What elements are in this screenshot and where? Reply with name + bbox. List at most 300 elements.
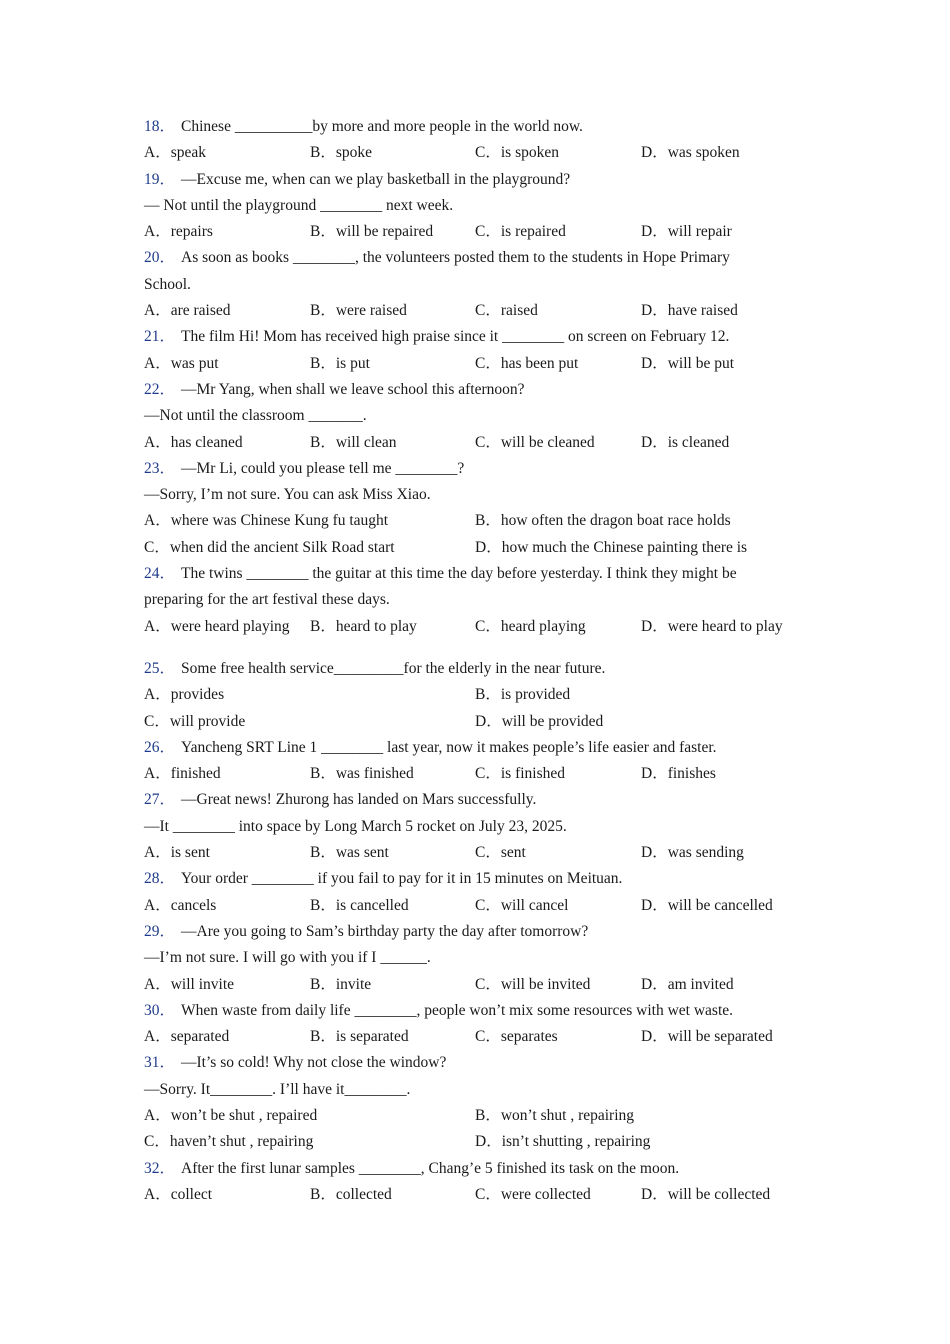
option-letter: B [310, 223, 321, 241]
option-b[interactable] [310, 761, 414, 787]
number-separator: ． [159, 328, 176, 346]
option-letter: C [475, 302, 486, 320]
option-dot: ． [485, 844, 501, 862]
question-text: —I’m not sure. I will go with you if I ______. [144, 949, 431, 967]
option-letter: A [144, 433, 156, 451]
option-dot: ． [485, 302, 501, 320]
option-a[interactable] [144, 840, 210, 866]
option-a[interactable] [144, 614, 290, 640]
question-text: —Mr Li, could you please tell me ________? [181, 459, 465, 477]
question-number: 28 [144, 870, 160, 888]
option-a[interactable] [144, 1024, 229, 1050]
question-text: —It ________ into space by Long March 5 rocket on July 23, 2025. [144, 817, 567, 835]
question-text: —Great news! Zhurong has landed on Mars successfully. [181, 791, 537, 809]
option-letter: A [144, 896, 156, 914]
options-row [144, 893, 824, 919]
option-letter: C [475, 765, 486, 783]
option-dot: ． [652, 1185, 668, 1203]
question-text: —Sorry, I’m not sure. You can ask Miss Xiao. [144, 486, 431, 504]
option-letter: A [144, 354, 156, 372]
option-b[interactable] [310, 972, 371, 998]
question-stem-line [144, 403, 824, 429]
option-text: separates [500, 1028, 558, 1046]
option-text: were heard playing [170, 617, 290, 635]
question-text: As soon as books ________, the volunteers posted them to the students in Hope Primary [181, 249, 730, 267]
question-stem-line [144, 245, 824, 271]
option-letter: D [641, 975, 653, 993]
question-stem-line [144, 998, 824, 1024]
option-dot: ． [485, 354, 501, 372]
option-text: will repair [667, 223, 732, 241]
option-letter: D [641, 144, 653, 162]
option-text: when did the ancient Silk Road start [169, 538, 395, 556]
option-b[interactable] [475, 682, 570, 708]
option-text: will cancel [500, 896, 569, 914]
question-stem-line [144, 735, 824, 761]
option-text: provides [170, 686, 225, 704]
option-b[interactable] [310, 1182, 392, 1208]
option-c[interactable] [144, 1129, 313, 1155]
option-letter: A [144, 617, 156, 635]
number-separator: ． [159, 1054, 176, 1072]
option-letter: A [144, 975, 156, 993]
option-c[interactable] [475, 430, 595, 456]
question-text: After the first lunar samples ________, Chang’e 5 finished its task on the moon. [181, 1159, 680, 1177]
number-separator: ． [159, 659, 176, 677]
option-c[interactable] [475, 972, 590, 998]
question-text: —Mr Yang, when shall we leave school this afternoon? [181, 380, 525, 398]
option-c[interactable] [475, 351, 578, 377]
question-text: Some free health service_________for the elderly in the near future. [181, 659, 606, 677]
option-dot: ． [652, 223, 668, 241]
question-32 [144, 1156, 824, 1209]
option-dot: ． [155, 512, 171, 530]
number-separator: ． [159, 118, 176, 135]
option-dot: ． [320, 765, 336, 783]
option-dot: ． [155, 844, 171, 862]
option-text: was sent [335, 844, 389, 862]
option-a[interactable] [144, 219, 213, 245]
option-letter: C [475, 433, 486, 451]
option-letter: A [144, 765, 156, 783]
option-d[interactable] [641, 614, 783, 640]
option-text: won’t be shut , repaired [170, 1106, 318, 1124]
question-stem-line [144, 919, 824, 945]
option-letter: D [641, 1185, 653, 1203]
option-d[interactable] [475, 1129, 650, 1155]
option-a[interactable] [144, 430, 243, 456]
question-30 [144, 998, 824, 1051]
option-letter: D [641, 844, 653, 862]
option-text: how much the Chinese painting there is [501, 538, 748, 556]
option-dot: ． [485, 686, 501, 704]
option-b[interactable] [475, 508, 731, 534]
option-letter: B [310, 844, 321, 862]
option-text: will be repaired [335, 223, 434, 241]
option-letter: D [475, 712, 487, 730]
question-stem-line [144, 114, 824, 140]
option-letter: A [144, 1028, 156, 1046]
option-letter: B [310, 433, 321, 451]
option-b[interactable] [310, 893, 409, 919]
option-text: finishes [667, 765, 716, 783]
option-c[interactable] [475, 840, 526, 866]
option-text: heard to play [335, 617, 417, 635]
option-letter: A [144, 844, 156, 862]
option-dot: ． [652, 433, 668, 451]
option-letter: C [144, 1133, 155, 1151]
question-stem-line [144, 787, 824, 813]
option-letter: C [475, 1185, 486, 1203]
option-c[interactable] [475, 140, 559, 166]
option-dot: ． [155, 144, 171, 162]
option-letter: B [310, 617, 321, 635]
question-number: 18 [144, 118, 160, 135]
option-text: sent [500, 844, 526, 862]
option-dot: ． [652, 144, 668, 162]
option-letter: A [144, 144, 156, 162]
option-letter: C [475, 896, 486, 914]
option-text: where was Chinese Kung fu taught [170, 512, 389, 530]
option-text: isn’t shutting , repairing [501, 1133, 651, 1151]
question-number: 22 [144, 380, 160, 398]
option-b[interactable] [310, 298, 407, 324]
option-dot: ． [320, 1185, 336, 1203]
option-c[interactable] [475, 761, 565, 787]
option-d[interactable] [641, 430, 729, 456]
question-text: —It’s so cold! Why not close the window? [181, 1054, 447, 1072]
options-row [144, 535, 824, 561]
option-a[interactable] [144, 508, 388, 534]
option-dot: ． [320, 1028, 336, 1046]
option-text: will be put [667, 354, 735, 372]
options-row [144, 709, 824, 735]
option-b[interactable] [310, 219, 433, 245]
option-a[interactable] [144, 972, 234, 998]
option-text: raised [500, 302, 538, 320]
option-dot: ． [485, 896, 501, 914]
question-text: The twins ________ the guitar at this time the day before yesterday. I think they might be [181, 565, 737, 583]
option-letter: A [144, 512, 156, 530]
option-text: is separated [335, 1028, 409, 1046]
number-separator: ． [159, 1001, 176, 1019]
question-25 [144, 656, 824, 735]
number-separator: ． [159, 922, 176, 940]
options-row [144, 140, 824, 166]
option-c[interactable] [475, 614, 586, 640]
option-a[interactable] [144, 682, 224, 708]
option-text: how often the dragon boat race holds [500, 512, 731, 530]
option-letter: D [641, 433, 653, 451]
option-dot: ． [155, 1028, 171, 1046]
option-dot: ． [485, 1106, 501, 1124]
option-text: will provide [169, 712, 246, 730]
number-separator: ． [159, 459, 176, 477]
options-row [144, 761, 824, 787]
option-dot: ． [320, 844, 336, 862]
option-text: has cleaned [170, 433, 243, 451]
question-stem-line [144, 377, 824, 403]
option-letter: D [475, 538, 487, 556]
question-number: 32 [144, 1159, 160, 1177]
option-dot: ． [154, 1133, 170, 1151]
option-a[interactable] [144, 351, 219, 377]
option-dot: ． [485, 223, 501, 241]
option-letter: D [641, 302, 653, 320]
question-list [144, 114, 824, 1208]
option-dot: ． [485, 617, 501, 635]
option-d[interactable] [641, 761, 716, 787]
option-d[interactable] [641, 840, 744, 866]
option-c[interactable] [475, 219, 566, 245]
question-31 [144, 1050, 824, 1155]
question-21 [144, 324, 824, 377]
question-stem-line [144, 193, 824, 219]
option-dot: ． [155, 617, 171, 635]
option-letter: B [310, 302, 321, 320]
option-b[interactable] [475, 1103, 634, 1129]
option-text: cancels [170, 896, 217, 914]
option-text: collect [170, 1185, 213, 1203]
option-d[interactable] [641, 351, 734, 377]
option-a[interactable] [144, 1103, 317, 1129]
option-letter: D [641, 223, 653, 241]
option-dot: ． [320, 433, 336, 451]
question-number: 23 [144, 459, 160, 477]
option-text: am invited [667, 975, 734, 993]
option-dot: ． [652, 354, 668, 372]
question-stem-line [144, 167, 824, 193]
option-dot: ． [485, 1185, 501, 1203]
option-d[interactable] [641, 893, 773, 919]
option-text: speak [170, 144, 207, 162]
option-text: repairs [170, 223, 213, 241]
option-d[interactable] [641, 140, 740, 166]
option-c[interactable] [475, 893, 568, 919]
number-separator: ． [159, 249, 176, 267]
option-c[interactable] [144, 535, 395, 561]
options-row [144, 1129, 824, 1155]
option-d[interactable] [641, 972, 734, 998]
option-dot: ． [485, 975, 501, 993]
question-number: 21 [144, 328, 160, 346]
option-dot: ． [652, 765, 668, 783]
option-b[interactable] [310, 430, 397, 456]
option-letter: C [475, 975, 486, 993]
option-letter: B [310, 354, 321, 372]
option-text: was put [170, 354, 219, 372]
question-stem-line [144, 1050, 824, 1076]
options-row [144, 1103, 824, 1129]
option-text: is provided [500, 686, 571, 704]
option-dot: ． [652, 896, 668, 914]
question-text: — Not until the playground ________ next week. [144, 196, 454, 214]
option-dot: ． [155, 686, 171, 704]
option-dot: ． [320, 144, 336, 162]
option-dot: ． [155, 433, 171, 451]
option-text: is sent [170, 844, 210, 862]
question-stem-line [144, 945, 824, 971]
question-stem-line [144, 324, 824, 350]
question-number: 27 [144, 791, 160, 809]
option-b[interactable] [310, 140, 372, 166]
option-text: are raised [170, 302, 231, 320]
option-text: is finished [500, 765, 566, 783]
option-dot: ． [485, 512, 501, 530]
question-text: School. [144, 275, 191, 293]
option-dot: ． [155, 896, 171, 914]
number-separator: ． [159, 170, 176, 188]
option-b[interactable] [310, 614, 417, 640]
question-text: preparing for the art festival these days. [144, 591, 390, 609]
question-stem-line [144, 456, 824, 482]
question-26 [144, 735, 824, 788]
spacer [144, 640, 824, 656]
option-dot: ． [155, 975, 171, 993]
option-letter: C [475, 354, 486, 372]
option-a[interactable] [144, 1182, 212, 1208]
question-stem-line [144, 587, 824, 613]
number-separator: ． [159, 380, 176, 398]
option-text: will invite [170, 975, 235, 993]
option-dot: ． [485, 433, 501, 451]
option-text: have raised [667, 302, 738, 320]
option-dot: ． [485, 144, 501, 162]
option-dot: ． [155, 354, 171, 372]
option-dot: ． [320, 896, 336, 914]
option-dot: ． [652, 1028, 668, 1046]
option-dot: ． [486, 1133, 502, 1151]
option-dot: ． [320, 617, 336, 635]
question-19 [144, 167, 824, 246]
option-text: will be provided [501, 712, 604, 730]
option-letter: B [310, 896, 321, 914]
question-text: When waste from daily life ________, people won’t mix some resources with wet waste. [181, 1001, 733, 1019]
option-dot: ． [486, 538, 502, 556]
option-text: were heard to play [667, 617, 783, 635]
option-c[interactable] [475, 1024, 558, 1050]
option-dot: ． [155, 1185, 171, 1203]
option-dot: ． [155, 302, 171, 320]
options-row [144, 430, 824, 456]
option-c[interactable] [475, 298, 538, 324]
option-text: will be cancelled [667, 896, 773, 914]
question-20 [144, 245, 824, 324]
option-letter: B [310, 765, 321, 783]
question-stem-line [144, 482, 824, 508]
option-text: separated [170, 1028, 230, 1046]
number-separator: ． [159, 565, 176, 583]
option-letter: C [144, 712, 155, 730]
question-number: 31 [144, 1054, 160, 1072]
option-text: has been put [500, 354, 579, 372]
question-stem-line [144, 561, 824, 587]
option-letter: B [475, 512, 486, 530]
option-text: spoke [335, 144, 373, 162]
question-28 [144, 866, 824, 919]
option-b[interactable] [310, 1024, 409, 1050]
number-separator: ． [159, 1159, 176, 1177]
question-text: The film Hi! Mom has received high praise since it ________ on screen on February 12. [181, 328, 730, 346]
number-separator: ． [159, 870, 176, 888]
question-number: 19 [144, 170, 160, 188]
options-row [144, 219, 824, 245]
question-stem-line [144, 814, 824, 840]
option-letter: B [475, 1106, 486, 1124]
option-letter: C [475, 617, 486, 635]
option-text: will be invited [500, 975, 591, 993]
option-dot: ． [652, 302, 668, 320]
question-stem-line [144, 656, 824, 682]
option-b[interactable] [310, 840, 389, 866]
option-dot: ． [320, 975, 336, 993]
number-separator: ． [159, 738, 176, 756]
option-a[interactable] [144, 893, 216, 919]
option-letter: A [144, 223, 156, 241]
option-text: is cleaned [667, 433, 730, 451]
option-c[interactable] [144, 709, 245, 735]
option-letter: C [144, 538, 155, 556]
option-text: were collected [500, 1185, 591, 1203]
question-stem-line [144, 866, 824, 892]
options-row [144, 614, 824, 640]
option-dot: ． [652, 975, 668, 993]
option-d[interactable] [475, 709, 603, 735]
option-c[interactable] [475, 1182, 591, 1208]
question-number: 25 [144, 659, 160, 677]
option-letter: A [144, 1106, 156, 1124]
option-text: were raised [335, 302, 407, 320]
option-dot: ． [154, 538, 170, 556]
option-letter: B [310, 144, 321, 162]
option-a[interactable] [144, 298, 231, 324]
question-number: 20 [144, 249, 160, 267]
question-number: 26 [144, 738, 160, 756]
option-text: finished [170, 765, 221, 783]
options-row [144, 508, 824, 534]
question-text: Yancheng SRT Line 1 ________ last year, now it makes people’s life easier and faster. [181, 738, 717, 756]
option-text: invite [335, 975, 372, 993]
option-dot: ． [155, 223, 171, 241]
option-dot: ． [155, 765, 171, 783]
option-dot: ． [485, 765, 501, 783]
option-letter: D [641, 1028, 653, 1046]
question-23 [144, 456, 824, 561]
option-text: haven’t shut , repairing [169, 1133, 314, 1151]
option-text: was finished [335, 765, 414, 783]
option-a[interactable] [144, 761, 221, 787]
option-letter: D [641, 765, 653, 783]
option-dot: ． [155, 1106, 171, 1124]
question-text: —Not until the classroom _______. [144, 407, 367, 425]
option-d[interactable] [641, 1024, 773, 1050]
question-27 [144, 787, 824, 866]
question-text: Your order ________ if you fail to pay for it in 15 minutes on Meituan. [181, 870, 623, 888]
question-text: Chinese __________by more and more people in the world now. [181, 118, 583, 135]
option-d[interactable] [475, 535, 747, 561]
question-text: —Are you going to Sam’s birthday party the day after tomorrow? [181, 922, 589, 940]
option-a[interactable] [144, 140, 206, 166]
option-d[interactable] [641, 298, 738, 324]
option-b[interactable] [310, 351, 370, 377]
option-d[interactable] [641, 219, 732, 245]
option-d[interactable] [641, 1182, 770, 1208]
option-letter: A [144, 686, 156, 704]
option-letter: A [144, 302, 156, 320]
option-letter: B [310, 1185, 321, 1203]
option-letter: D [641, 354, 653, 372]
options-row [144, 682, 824, 708]
